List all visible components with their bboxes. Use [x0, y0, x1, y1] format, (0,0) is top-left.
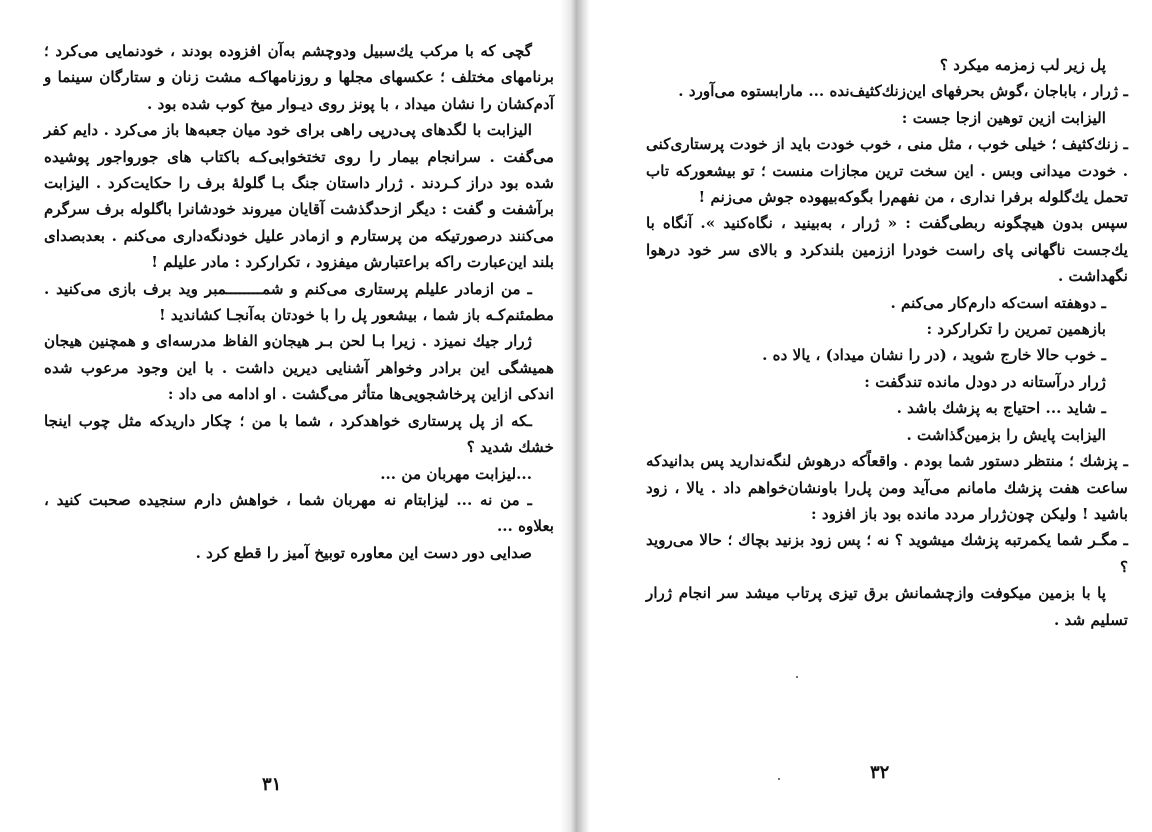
paragraph: سپس بدون هیچگونه ربطی‌گفت : « ژرار ، به‌بینید ، نگاه‌کنید ». آنگاه با یك‌جست ناگهانی پای راست خودرا اززمین بلندکرد و بالای سر خود درهوا نگهداشت . — [646, 214, 1128, 286]
paragraph: پا با بزمین میکوفت وازچشمانش برق تیزی پرتاب میشد سر انجام ژرار تسلیم شد . — [646, 584, 1128, 629]
paragraph: ـ زنك‌کثیف ؛ خیلی خوب ، مثل منی ، خوب خودت باید از خودت پرستاری‌کنی . خودت میدانی وبس . این سخت ترین مجازات منست ؛ تو بیشعورکه تاب تحمل یك‌گلوله برفرا نداری ، من نفهم‌را بگو‌که‌بیهوده جوش می‌زنم ! — [646, 135, 1128, 207]
paragraph: ژرار درآستانه در دودل مانده تندگفت : — [864, 372, 1106, 391]
paragraph: ـ مگـر شما یکمرتبه پزشك میشوید ؟ نه ؛ پس زود بزنید بچاك ؛ حالا می‌روید ؟ — [646, 531, 1128, 576]
paragraph: ـکه از پل پرستاری خواهدکرد ، شما با من ؛ چکار داریدکه مثل چوب اینجا خشك شدید ؟ — [44, 411, 554, 457]
book-gutter — [560, 0, 590, 832]
paragraph: ـ شاید ... احتیاج به پزشك باشد . — [896, 399, 1106, 418]
paragraph: الیزابت ازین توهین ازجا جست : — [901, 108, 1106, 127]
paragraph: ـ من نه ... لیزابتام نه مهربان شما ، خواهش دارم سنجیده صحبت کنید ، بعلاوه ... — [44, 490, 554, 536]
paragraph: ژرار جیك نمیزد . زیرا بـا لحن بـر هیجان‌و الفاظ مدرسه‌ای و همچنین هیجان همیشگی این برادر وخواهر آشنایی دیرین داشت . با این وجود مرعوب شده اندکی ازاین پرخاشجویی‌ها متأثر می‌گشت . او ادامه می داد : — [44, 332, 554, 404]
paragraph: ـ پزشك ؛ منتظر دستور شما بودم . واقعاًکه درهوش لنگه‌ندارید پس بدانیدکه ساعت هفت پزشك مامانم می‌آید ومن پل‌را باونشان‌خواهم داد . یالا ، زود باشید ! ولیکن چون‌ژرار مردد مانده بود باز افزود : — [646, 452, 1128, 523]
paragraph: الیزابت با لگدهای پی‌درپی راهی برای خود میان جعبه‌ها باز می‌کرد . دایم کفر می‌گفت . سرانجام بیمار را روی تختخوابی‌کـه باکتاب های جوروا‌جور پوشیده شده بود دراز کـردند . ژرار داستان جنگ بـا گلولهٔ برف را حکایت‌کرد . الیزابت برآشفت و گفت : دیگر ازحدگذشت آقایان میروند خودشانرا باگلوله برف سرگرم می‌کنند درصورتیکه من پرستارم و ازمادر علیل خودنگه‌داری می‌کنم . بعدبصدای بلند این‌عبارت راکه براعتبارش میفزود ، تکرارکرد : مادر علیلم ! — [44, 121, 554, 272]
left-page-number: ۳۱ — [262, 774, 282, 795]
paragraph: ـ من ازمادر علیلم پرستاری می‌کنم و شمـــــــ‌ـمبر وید برف بازی می‌کنید . مطمئنم‌کـه باز شما ، بیشعور پل را با خودتان به‌آنجـا کشاندید ! — [44, 279, 554, 325]
paragraph: ـ ژرار ، باباجان ،گوش بحرفهای این‌زنك‌کثیف‌نده ... مارابستوه می‌آورد . — [678, 82, 1128, 101]
paragraph: ـ دوهفته است‌که دارم‌کار می‌کنم . — [890, 293, 1106, 312]
right-page-number: ۳۲ — [870, 762, 890, 783]
right-page-text — [646, 52, 1128, 633]
paragraph: صدایی دور دست این معاوره توبیخ آمیز را قطع کرد . — [195, 543, 532, 562]
left-page-text — [44, 38, 554, 566]
scan-speck — [796, 676, 798, 678]
paragraph: پل زیر لب زمزمه میکرد ؟ — [939, 56, 1106, 74]
scan-speck — [778, 778, 780, 780]
right-page — [590, 0, 1152, 832]
paragraph: گچی که با مرکب یك‌سبیل ودوچشم به‌آن افزوده بودند ، خودنمایی می‌کرد ؛ برنامهای مختلف ؛ عکسهای مجلها و روزنامهاکـه مشت زنان و ستارگان سینما و آدم‌کشان را نشان میداد ، با پونز روی دیـوار میخ کوب شده بود . — [44, 42, 554, 113]
paragraph: ـ خوب حالا خارج شوید ، (در را نشان میداد) ، یالا ده . — [762, 346, 1106, 365]
paragraph: ...لیزابت مهربان من ... — [380, 464, 532, 483]
paragraph: الیزابت پایش را بزمین‌گذاشت . — [906, 425, 1106, 444]
paragraph: بازهمین تمرین را تکرارکرد : — [926, 320, 1106, 339]
